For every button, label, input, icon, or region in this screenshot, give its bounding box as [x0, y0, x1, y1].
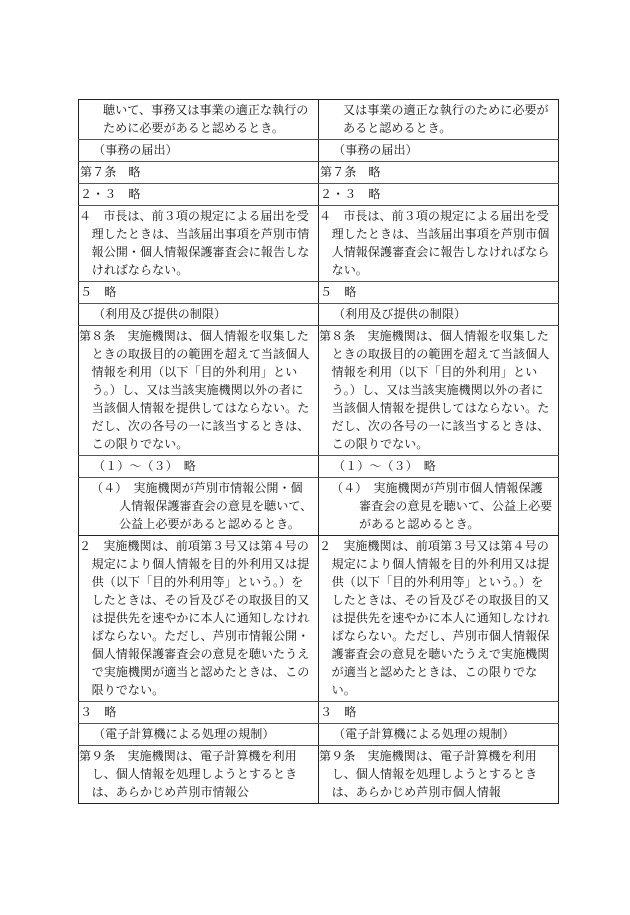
table-row: [79, 724, 559, 746]
cell-text: 第７条 略: [80, 165, 141, 179]
table-row: [79, 746, 559, 804]
cell-text: ４ 市長は、前３項の規定による届出を受理したときは、当該届出事項を芦別市情報公開・個人情報保護審査会に報告しなければならない。: [79, 209, 310, 277]
new-text-cell: [319, 536, 559, 702]
article-caption: （利用及び提供の制限）: [333, 307, 467, 321]
cell-text: ５ 略: [320, 285, 357, 299]
article-caption: （利用及び提供の制限）: [93, 307, 227, 321]
cell-text: ２ 実施機関は、前項第３号又は第４号の規定により個人情報を目的外利用又は提供（以下「目的外利用等」という。）をしたときは、その旨及びその取扱目的又は提供先を速やかに本人に通知しなければならない。ただし、芦別市情報公開・個人情報保護審査会の意見を聴いたうえで実施機関が適当と認めたときは、この限りでない。: [79, 539, 310, 697]
old-text-cell: [79, 326, 319, 456]
new-text-cell: [319, 100, 559, 140]
article-caption: （事務の届出）: [333, 143, 418, 157]
new-text-cell: [319, 162, 559, 184]
article-caption: （電子計算機による処理の規制）: [93, 727, 275, 741]
comparison-table: [78, 99, 559, 804]
table-row: [79, 326, 559, 456]
cell-text: 聴いて、事務又は事業の適正な執行のために必要があると認めるとき。: [103, 103, 309, 135]
cell-text: ４ 市長は、前３項の規定による届出を受理したときは、当該届出事項を芦別市個人情報保護審査会に報告しなければならない。: [319, 209, 550, 277]
new-text-cell: [319, 184, 559, 206]
table-row: [79, 162, 559, 184]
cell-text: ２ 実施機関は、前項第３号又は第４号の規定により個人情報を目的外利用又は提供（以下「目的外利用等」という。）をしたときは、その旨及びその取扱目的又は提供先を速やかに本人に通知しなければならない。ただし、芦別市個人情報保護審査会の意見を聴いたうえで実施機関が適当と認めたときは、この限りでない。: [319, 539, 550, 697]
old-text-cell: [79, 100, 319, 140]
cell-text: 第８条 実施機関は、個人情報を収集したときの取扱目的の範囲を超えて当該個人情報を利用（以下「目的外利用」という。）し、又は当該実施機関以外の者に当該個人情報を提供してはならない。ただし、次の各号の一に該当するときは、この限りでない。: [79, 329, 310, 451]
cell-text: （４） 実施機関が芦別市個人情報保護審査会の意見を聴いて、公益上必要があると認めるとき。: [331, 481, 553, 531]
new-text-cell: [319, 304, 559, 326]
cell-text: 又は事業の適正な執行のために必要があると認めるとき。: [343, 103, 549, 135]
table-row: [79, 282, 559, 304]
new-text-cell: [319, 206, 559, 282]
cell-text: ２・３ 略: [80, 187, 141, 201]
new-text-cell: [319, 326, 559, 456]
cell-text: ３ 略: [320, 705, 357, 719]
table-row: [79, 206, 559, 282]
old-text-cell: [79, 304, 319, 326]
cell-text: ３ 略: [80, 705, 117, 719]
table-row: [79, 184, 559, 206]
old-text-cell: [79, 206, 319, 282]
new-text-cell: [319, 140, 559, 162]
cell-text: ５ 略: [80, 285, 117, 299]
cell-text: （４） 実施機関が芦別市情報公開・個人情報保護審査会の意見を聴いて、公益上必要があると認めるとき。: [91, 481, 313, 531]
article-caption: （電子計算機による処理の規制）: [333, 727, 515, 741]
old-text-cell: [79, 746, 319, 804]
table-row: [79, 100, 559, 140]
old-text-cell: [79, 724, 319, 746]
table-row: [79, 478, 559, 536]
cell-text: 第８条 実施機関は、個人情報を収集したときの取扱目的の範囲を超えて当該個人情報を利用（以下「目的外利用」という。）し、又は当該実施機関以外の者に当該個人情報を提供してはならない。ただし、次の各号の一に該当するときは、この限りでない。: [319, 329, 550, 451]
new-text-cell: [319, 456, 559, 478]
table-row: [79, 304, 559, 326]
new-text-cell: [319, 478, 559, 536]
new-text-cell: [319, 282, 559, 304]
old-text-cell: [79, 536, 319, 702]
table-row: [79, 140, 559, 162]
old-text-cell: [79, 162, 319, 184]
old-text-cell: [79, 456, 319, 478]
old-text-cell: [79, 184, 319, 206]
new-text-cell: [319, 724, 559, 746]
cell-text: 第９条 実施機関は、電子計算機を利用し、個人情報を処理しようとするときは、あらかじめ芦別市個人情報: [319, 749, 538, 799]
article-caption: （事務の届出）: [93, 143, 178, 157]
cell-text: 第７条 略: [320, 165, 381, 179]
cell-text: （１）～（３） 略: [333, 459, 436, 473]
cell-text: 第９条 実施機関は、電子計算機を利用し、個人情報を処理しようとするときは、あらかじめ芦別市情報公: [79, 749, 298, 799]
table-row: [79, 702, 559, 724]
cell-text: ２・３ 略: [320, 187, 381, 201]
table-row: [79, 456, 559, 478]
old-text-cell: [79, 140, 319, 162]
table-row: [79, 536, 559, 702]
cell-text: （１）～（３） 略: [93, 459, 196, 473]
new-text-cell: [319, 702, 559, 724]
new-text-cell: [319, 746, 559, 804]
old-text-cell: [79, 478, 319, 536]
old-text-cell: [79, 702, 319, 724]
old-text-cell: [79, 282, 319, 304]
